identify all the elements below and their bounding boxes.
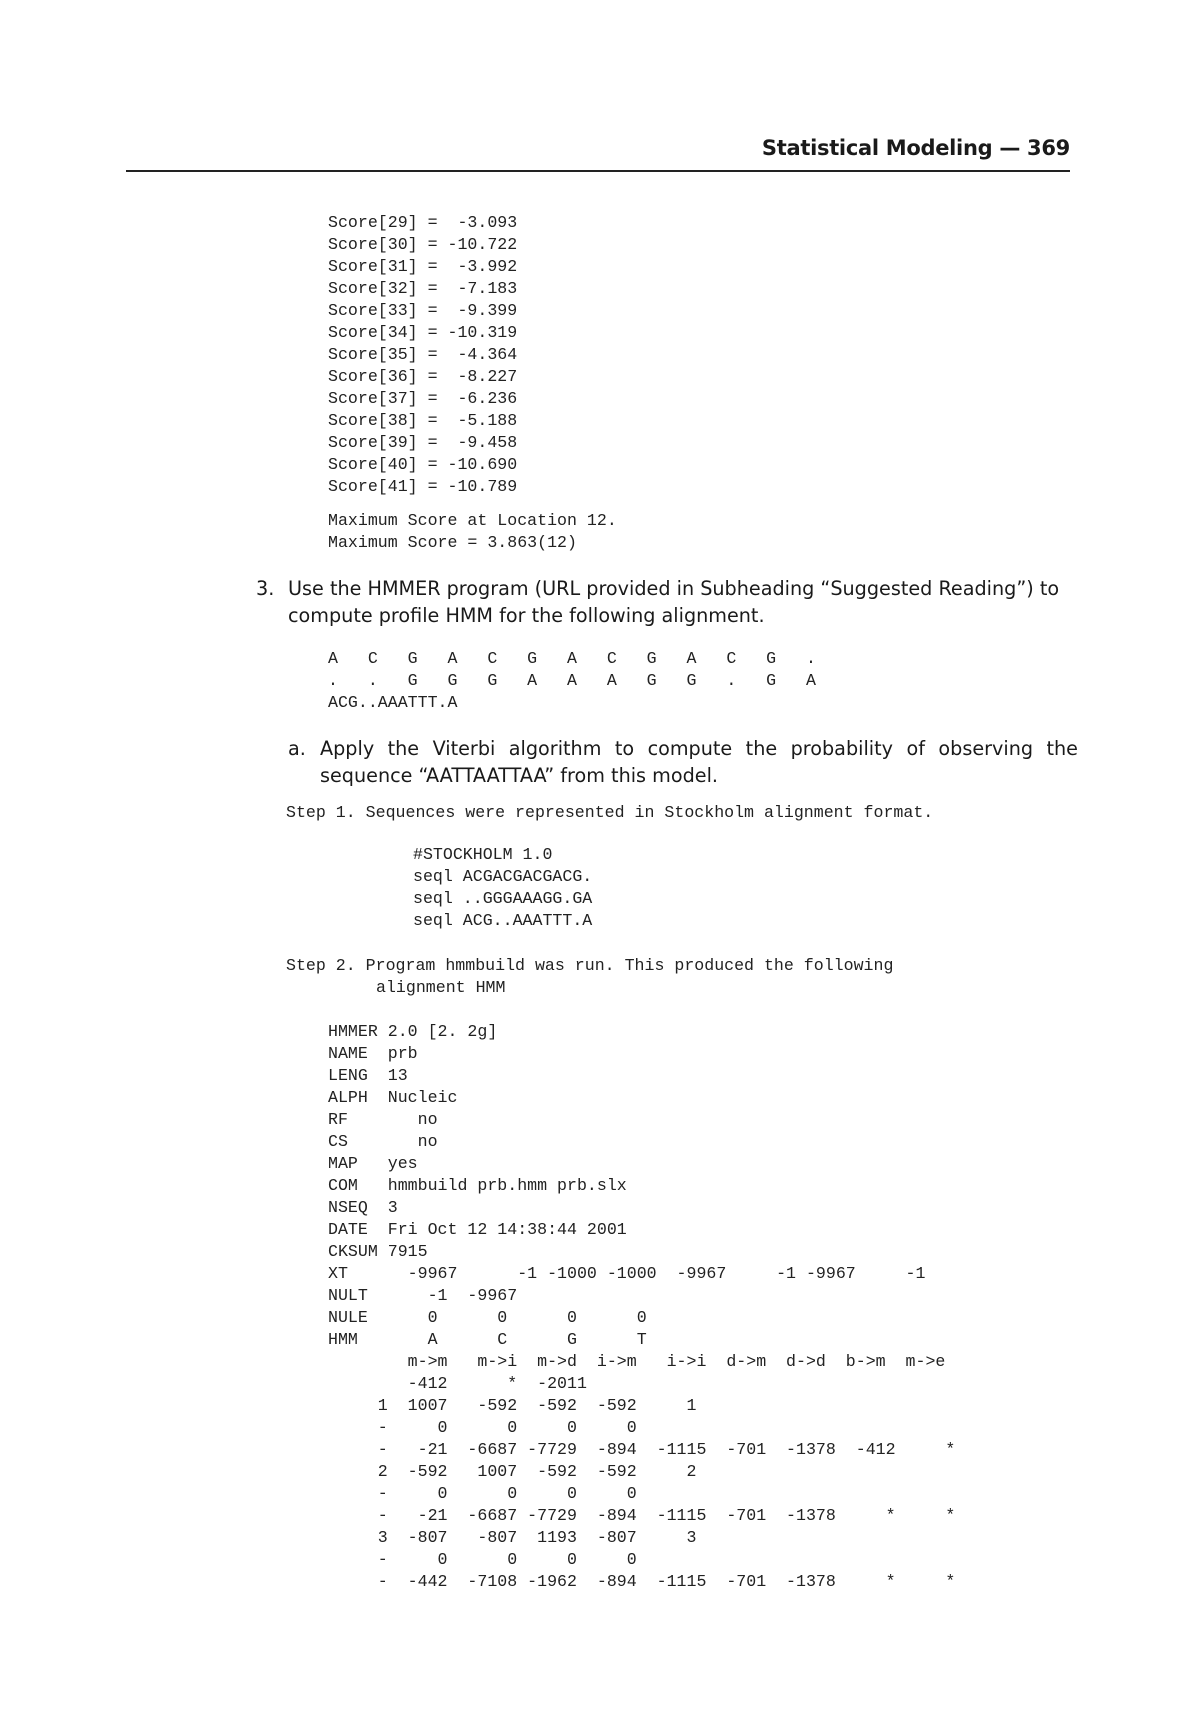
- hmm-line: NULT -1 -9967: [328, 1286, 518, 1305]
- stockholm-line: #STOCKHOLM 1.0: [413, 845, 553, 864]
- hmm-line: COM hmmbuild prb.hmm prb.slx: [328, 1176, 627, 1195]
- hmm-line: - 0 0 0 0: [328, 1550, 637, 1569]
- score-line: Score[41] = -10.789: [328, 477, 518, 496]
- alignment-block: [328, 648, 816, 714]
- hmm-line: HMMER 2.0 [2. 2g]: [328, 1022, 498, 1041]
- step-1-text: Step 1. Sequences were represented in Stockholm alignment format.: [286, 803, 934, 822]
- max-location-line: Maximum Score at Location 12.: [328, 511, 617, 530]
- hmm-line: - -442 -7108 -1962 -894 -1115 -701 -1378 * *: [328, 1572, 956, 1591]
- alignment-row: A C G A C G A C G A C G .: [328, 649, 816, 668]
- score-line: Score[33] = -9.399: [328, 301, 518, 320]
- score-line: Score[40] = -10.690: [328, 455, 518, 474]
- score-line: Score[29] = -3.093: [328, 213, 518, 232]
- running-header: [126, 134, 1070, 172]
- header-title: Statistical Modeling — 369: [761, 136, 1070, 160]
- item-number: 3.: [256, 577, 275, 600]
- score-listing: [328, 212, 517, 498]
- score-line: Score[32] = -7.183: [328, 279, 518, 298]
- hmm-line: NULE 0 0 0 0: [328, 1308, 647, 1327]
- hmm-line: LENG 13: [328, 1066, 408, 1085]
- hmm-output: [328, 1021, 955, 1593]
- hmm-line: - -21 -6687 -7729 -894 -1115 -701 -1378 * *: [328, 1506, 956, 1525]
- score-line: Score[36] = -8.227: [328, 367, 518, 386]
- hmm-line: RF no: [328, 1110, 438, 1129]
- item-a-text: Apply the Viterbi algorithm to compute the probability of observing the sequence “AATTAATTAA” from this model.: [320, 737, 1078, 787]
- hmm-line: NAME prb: [328, 1044, 418, 1063]
- max-score-line: Maximum Score = 3.863(12): [328, 533, 577, 552]
- score-line: Score[31] = -3.992: [328, 257, 518, 276]
- stockholm-block: [413, 844, 592, 932]
- step-2-text: Step 2. Program hmmbuild was run. This produced the following: [286, 956, 894, 975]
- hmm-line: -412 * -2011: [328, 1374, 587, 1393]
- item-3-text: Use the HMMER program (URL provided in Subheading “Suggested Reading”) to compute profile HMM for the following alignment.: [288, 577, 1060, 627]
- step-2-text-cont: alignment HMM: [376, 978, 506, 997]
- hmm-line: MAP yes: [328, 1154, 418, 1173]
- score-line: Score[30] = -10.722: [328, 235, 518, 254]
- hmm-line: - 0 0 0 0: [328, 1484, 637, 1503]
- hmm-line: DATE Fri Oct 12 14:38:44 2001: [328, 1220, 627, 1239]
- alignment-row: ACG..AAATTT.A: [328, 693, 458, 712]
- hmm-line: CKSUM 7915: [328, 1242, 428, 1261]
- hmm-line: m->m m->i m->d i->m i->i d->m d->d b->m m->e: [328, 1352, 946, 1371]
- hmm-line: XT -9967 -1 -1000 -1000 -9967 -1 -9967 -1: [328, 1264, 926, 1283]
- score-line: Score[35] = -4.364: [328, 345, 518, 364]
- score-line: Score[38] = -5.188: [328, 411, 518, 430]
- max-score-summary: [328, 510, 617, 554]
- hmm-line: HMM A C G T: [328, 1330, 647, 1349]
- stockholm-line: seql ACG..AAATTT.A: [413, 911, 593, 930]
- hmm-line: 1 1007 -592 -592 -592 1: [328, 1396, 697, 1415]
- hmm-line: ALPH Nucleic: [328, 1088, 458, 1107]
- hmm-line: 3 -807 -807 1193 -807 3: [328, 1528, 697, 1547]
- score-line: Score[39] = -9.458: [328, 433, 518, 452]
- sub-item-letter: a.: [288, 737, 306, 760]
- stockholm-line: seql ACGACGACGACG.: [413, 867, 593, 886]
- hmm-line: - 0 0 0 0: [328, 1418, 637, 1437]
- hmm-line: CS no: [328, 1132, 438, 1151]
- hmm-line: NSEQ 3: [328, 1198, 398, 1217]
- hmm-line: - -21 -6687 -7729 -894 -1115 -701 -1378 -412 *: [328, 1440, 956, 1459]
- score-line: Score[34] = -10.319: [328, 323, 518, 342]
- alignment-row: . . G G G A A A G G . G A: [328, 671, 816, 690]
- score-line: Score[37] = -6.236: [328, 389, 518, 408]
- stockholm-line: seql ..GGGAAAGG.GA: [413, 889, 593, 908]
- hmm-line: 2 -592 1007 -592 -592 2: [328, 1462, 697, 1481]
